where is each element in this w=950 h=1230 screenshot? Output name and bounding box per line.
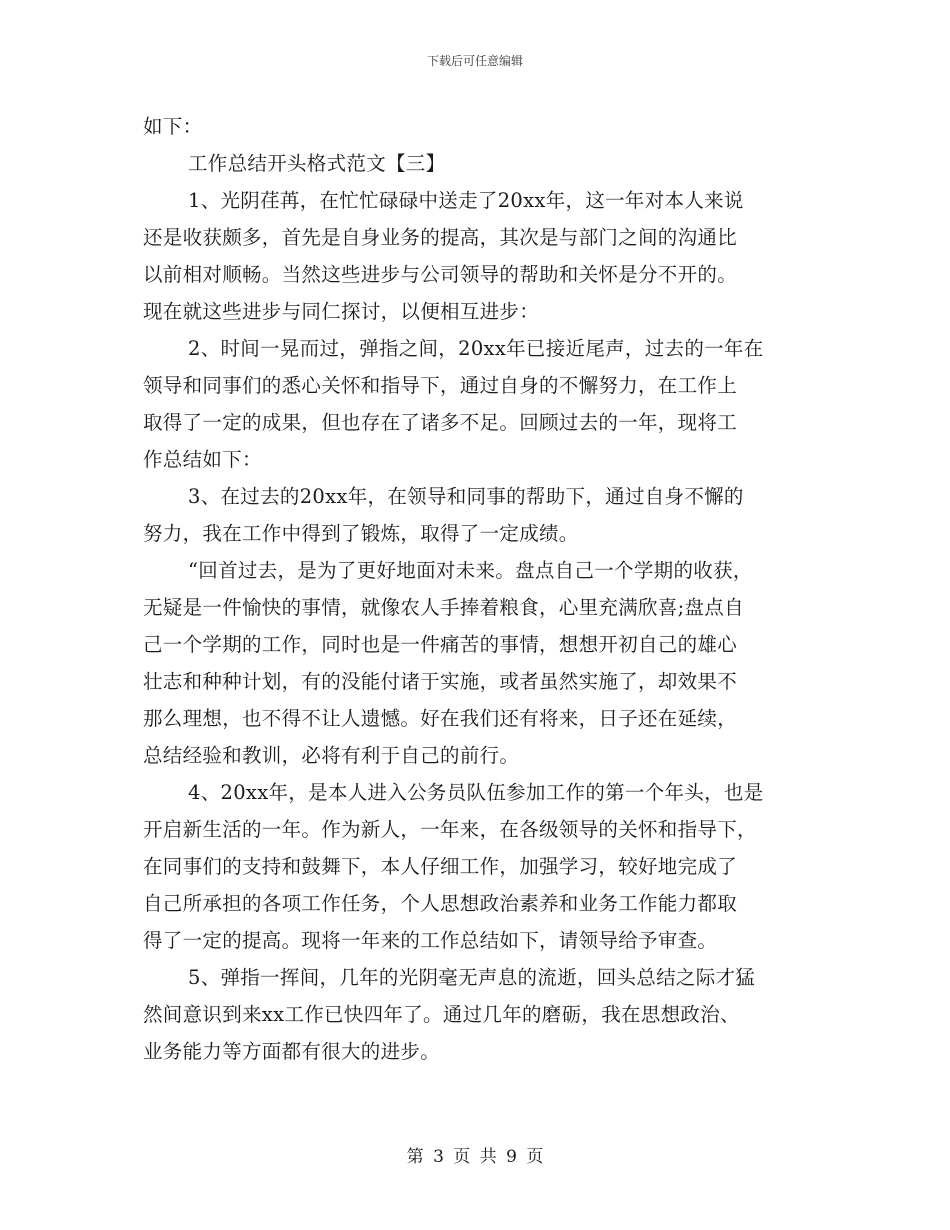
text-line: 取得了一定的成果，但也存在了诸多不足。回顾过去的一年，现将工 <box>143 411 738 434</box>
text-line: 领导和同事们的悉心关怀和指导下，通过自身的不懈努力，在工作上 <box>143 374 738 397</box>
text-line: 2、时间一晃而过，弹指之间，20xx年已接近尾声，过去的一年在 <box>188 337 764 360</box>
text-line: 开启新生活的一年。作为新人，一年来，在各级领导的关怀和指导下， <box>143 818 757 841</box>
section-heading: 工作总结开头格式范文【三】 <box>188 152 446 175</box>
text-line: “回首过去，是为了更好地面对未来。盘点自己一个学期的收获， <box>188 559 753 582</box>
text-line: 作总结如下： <box>143 448 262 471</box>
text-line: 在同事们的支持和鼓舞下，本人仔细工作，加强学习，较好地完成了 <box>143 855 738 878</box>
text-line: 4、20xx年，是本人进入公务员队伍参加工作的第一个年头，也是 <box>188 781 764 804</box>
text-line: 自己所承担的各项工作任务，个人思想政治素养和业务工作能力都取 <box>143 892 738 915</box>
text-line: 那么理想，也不得不让人遗憾。好在我们还有将来，日子还在延续， <box>143 707 738 730</box>
text-line: 还是收获颇多，首先是自身业务的提高，其次是与部门之间的沟通比 <box>143 226 738 249</box>
header-note: 下载后可任意编辑 <box>426 54 523 68</box>
text-line: 1、光阴荏苒，在忙忙碌碌中送走了20xx年，这一年对本人来说 <box>188 189 744 212</box>
text-line: 5、弹指一挥间，几年的光阴毫无声息的流逝，回头总结之际才猛 <box>188 966 756 989</box>
text-line: 得了一定的提高。现将一年来的工作总结如下，请领导给予审查。 <box>143 929 718 952</box>
text-line: 壮志和种种计划，有的没能付诸于实施，或者虽然实施了，却效果不 <box>143 670 738 693</box>
page-number: 第 3 页 共 9 页 <box>406 1147 544 1167</box>
text-line: 无疑是一件愉快的事情，就像农人手捧着粮食，心里充满欣喜;盘点自 <box>143 596 744 619</box>
document-body <box>143 108 813 1070</box>
text-line: 己一个学期的工作，同时也是一件痛苦的事情，想想开初自己的雄心 <box>143 633 738 656</box>
text-line: 然间意识到来xx工作已快四年了。通过几年的磨砺，我在思想政治、 <box>143 1003 740 1026</box>
text-line: 现在就这些进步与同仁探讨，以便相互进步： <box>143 300 540 323</box>
text-line: 如下： <box>143 115 203 138</box>
text-line: 3、在过去的20xx年，在领导和同事的帮助下，通过自身不懈的 <box>188 485 744 508</box>
text-line: 努力，我在工作中得到了锻炼，取得了一定成绩。 <box>143 522 579 545</box>
text-line: 以前相对顺畅。当然这些进步与公司领导的帮助和关怀是分不开的。 <box>143 263 738 286</box>
text-line: 业务能力等方面都有很大的进步。 <box>143 1040 441 1063</box>
text-line: 总结经验和教训，必将有利于自己的前行。 <box>143 744 520 767</box>
